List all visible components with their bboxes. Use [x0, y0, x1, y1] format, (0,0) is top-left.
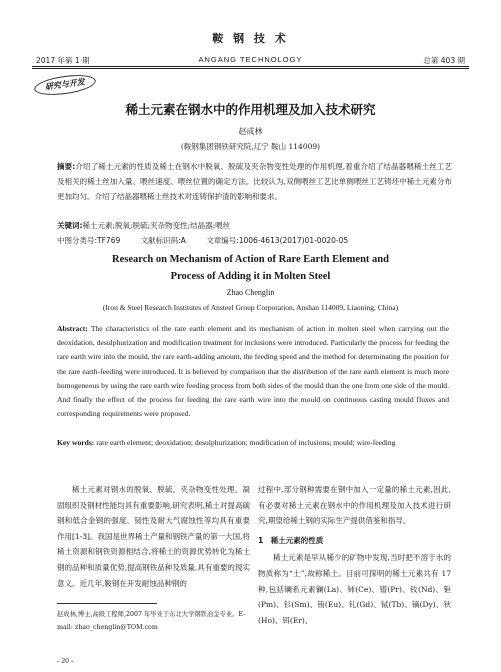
section-badge: 研究与开发 — [33, 72, 97, 98]
header-rule-thin — [32, 68, 469, 69]
keywords-en-text: rare earth element; deoxidation; desulphurization; modification of inclusions; mould; wire-feeding — [96, 438, 396, 447]
abstract-cn-label: 摘要: — [57, 162, 76, 171]
classification-line — [57, 235, 477, 246]
body-column-left — [57, 482, 250, 591]
keywords-cn-label: 关键词: — [57, 221, 83, 230]
affiliation-en: (Iron & Steel Research Institutes of Ansteel Group Corporation, Anshan 114009, Liaoning, China) — [102, 303, 399, 312]
document-code: 文献标识码:A — [140, 236, 186, 245]
abstract-en-label: Abstract: — [57, 324, 88, 333]
article-title-cn: 稀土元素在钢水中的作用机理及加入技术研究 — [125, 102, 376, 117]
article-title-en-line2: Process of Adding it in Molten Steel — [170, 271, 331, 282]
header-rule — [32, 66, 469, 67]
keywords-en — [57, 436, 449, 450]
author-footnote: 赵成林,博士,高级工程师,2007 年毕业于东北大学钢铁冶金专业。E-mail: zhao_chenglin@TOM.com — [57, 611, 246, 631]
abstract-en-text: The characteristics of the rare earth element and its mechanism of action in molten steel when carrying out the deoxidation, desulphurization and modification treatment for inclusions were introduced. Particularly the process for feeding the rare earth wire into the mould, the rare earth-adding amount, the feeding speed and the method for determinating the position for the rare earth-feeding were introduced. It is believed by comparison that the distribution of the rare earth element is much more homogeneous by using the rare earth wire feeding process from both sides of the mould than the one from one side of the mould. And finally the effect of the process for feeding the rare earth wire into the mould on continuous casting mould fluxes and corresponding requirements were proposed. — [57, 324, 450, 419]
abstract-cn — [57, 159, 452, 204]
keywords-en-label: Key words: — [57, 438, 95, 447]
body-paragraph: 过程中,部分钢种需要在钢中加入一定量的稀土元素,因此,有必要对稀土元素在钢水中的作用机理及加入技术进行研究,期望给稀土钢的实际生产提供借鉴和指导。 — [258, 485, 451, 526]
keywords-cn-text: 稀土元素;脱氧;脱硫;夹杂物变性;结晶器;喂丝 — [82, 221, 231, 230]
author-cn: 赵成林 — [238, 127, 263, 136]
page-number: - 20 - — [57, 656, 74, 665]
abstract-en — [57, 322, 449, 421]
journal-english-name: ANGANG TECHNOLOGY — [198, 55, 303, 64]
keywords-cn — [57, 220, 457, 231]
serial-number: 总第 403 期 — [423, 56, 465, 65]
abstract-cn-text: 介绍了稀土元素的性质及稀土在钢水中脱氧、脱硫及夹杂物变性处理的作用机理,着重介绍了结晶器喂稀土丝工艺及相关的稀土丝加入量、喂丝速度、喂丝位置的确定方法。比较认为,双侧喂丝工艺比单侧喂丝工艺铸坯中稀土元素分布更加均匀。介绍了结晶器喂稀土丝技术对连铸保护渣的影响和要求。 — [57, 162, 452, 201]
clc-number: 中图分类号:TF769 — [57, 236, 121, 245]
body-column-right — [258, 482, 451, 628]
journal-title: 鞍 钢 技 术 — [212, 32, 289, 45]
article-title-en-line1: Research on Mechanism of Action of Rare Earth Element and — [112, 254, 389, 265]
body-paragraph: 稀土元素对钢水的脱氧、脱硫、夹杂物变性处理、凝固组织及钢材性能均具有重要影响,研究表明,稀土对提高碳钢和低合金钢的强度、韧性及耐大气腐蚀性等均具有重要作用[1-3]。我国是世界稀土产量和钢铁产量的第一大国,将稀土资源和钢铁资源相结合,将稀土的资源优势转化为稀土钢的品种和质量优势,提高钢铁品种及质量,具有重要的现实意义。近几年,鞍钢在开发耐蚀品种钢的 — [57, 485, 250, 588]
article-title-en — [0, 251, 501, 285]
article-number: 文章编号:1006-4613(2017)01-0020-05 — [206, 236, 349, 245]
affiliation-cn: (鞍钢集团钢铁研究院,辽宁 鞍山 114009) — [180, 142, 321, 151]
author-en: Zhao Chenglin — [226, 288, 275, 297]
footnote-rule — [57, 603, 157, 604]
body-paragraph: 稀土元素是早从稀少的矿物中发现,当时把不溶于水的物质称为“土”,故称稀土。目前可探明的稀土元素共有 17 种,包括镧系元素镧(La)、铈(Ce)、镨(Pr)、钕(Nd)、钷(Pm)、钐(Sm)、铕(Eu)、钆(Gd)、铽(Tb)、镝(Dy)、钬(Ho)、铒(Er)、 — [258, 553, 451, 625]
section-heading: 1 稀土元素的性质 — [258, 535, 324, 545]
issue-label: 2017 年第 1 期 — [36, 56, 90, 65]
